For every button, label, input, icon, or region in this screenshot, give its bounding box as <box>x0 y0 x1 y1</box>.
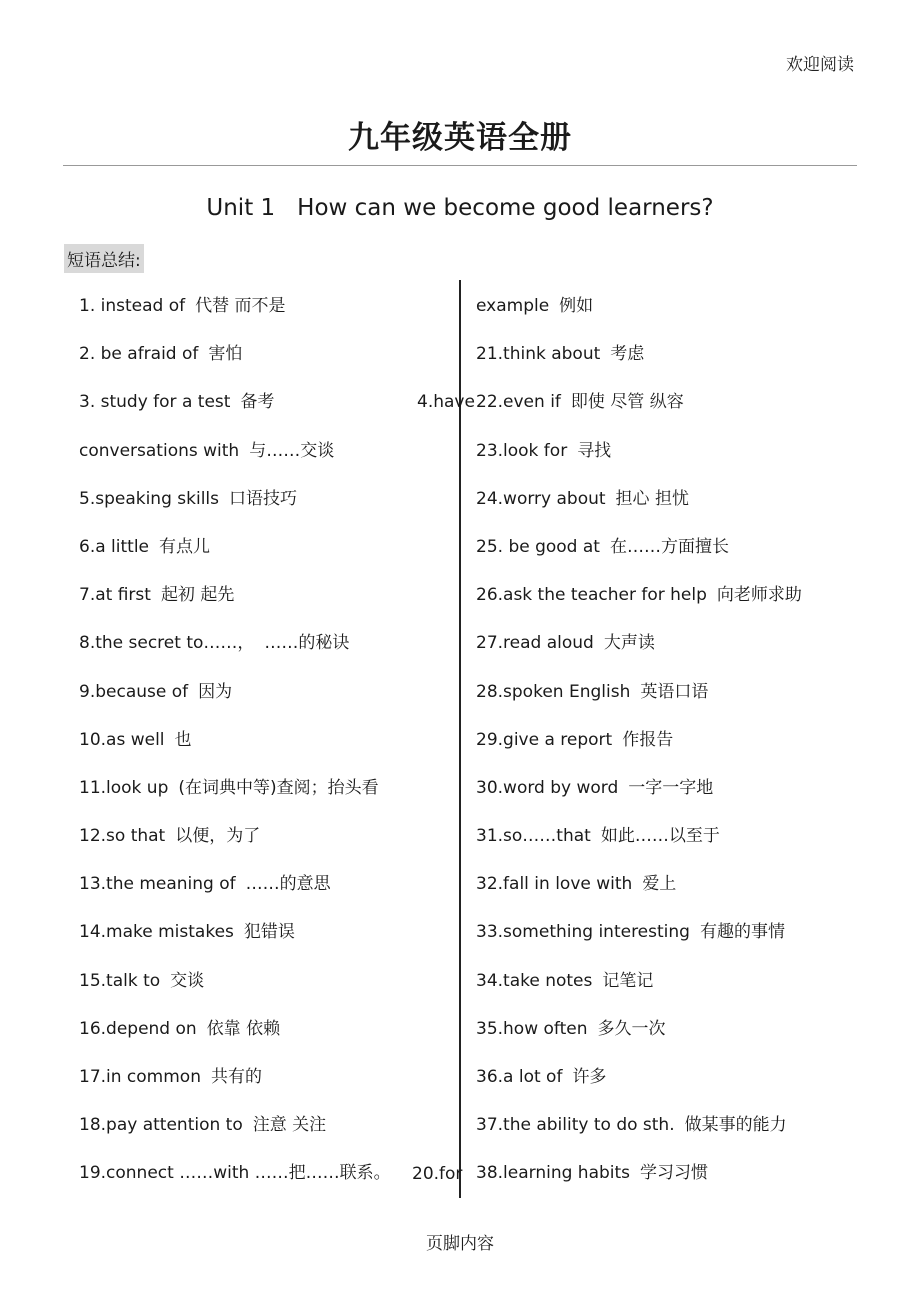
phrase-meaning: 害怕 <box>208 344 243 365</box>
phrase-item <box>476 1161 896 1209</box>
phrase-meaning: 犯错误 <box>243 922 295 943</box>
phrase-item <box>79 1113 459 1161</box>
phrase-term: 8.the secret to……， <box>79 633 255 654</box>
phrase-meaning: 记笔记 <box>602 970 654 991</box>
phrase-meaning: 例如 <box>559 296 594 316</box>
phrase-term: 13.the meaning of <box>79 874 236 895</box>
phrase-item <box>476 583 896 631</box>
unit-heading <box>0 195 920 221</box>
phrase-term: 22.even if <box>476 392 561 413</box>
phrase-item <box>476 680 896 728</box>
phrase-meaning: 即使 尽管 纵容 <box>570 392 684 413</box>
phrase-item <box>79 680 459 728</box>
phrase-term: 6.a little <box>79 536 150 557</box>
unit-number: Unit 1 <box>206 195 276 221</box>
phrase-term: 7.at first <box>79 585 151 606</box>
phrase-meaning: 做某事的能力 <box>684 1115 787 1136</box>
phrase-meaning: 与……交谈 <box>249 440 335 461</box>
phrase-meaning: 交谈 <box>170 970 205 991</box>
phrase-meaning: 考虑 <box>610 344 645 365</box>
phrase-term: 31.so……that <box>476 826 591 847</box>
phrase-item <box>79 390 459 438</box>
phrase-term: 10.as well <box>79 729 165 750</box>
phrase-item <box>79 824 459 872</box>
right-phrase-list <box>476 294 896 1210</box>
phrase-item <box>79 294 459 342</box>
phrase-term: 5.speaking skills <box>79 488 220 509</box>
phrase-term: 18.pay attention to <box>79 1115 243 1136</box>
phrase-item <box>79 728 459 776</box>
phrase-item <box>476 535 896 583</box>
phrase-item <box>79 1161 459 1209</box>
phrase-meaning: 因为 <box>198 681 233 702</box>
phrase-term: 1. instead of <box>79 296 186 316</box>
phrase-meaning: ……的意思 <box>245 874 331 895</box>
title-divider <box>63 165 857 166</box>
phrase-item <box>476 872 896 920</box>
page-header-text: 欢迎阅读 <box>786 55 854 75</box>
phrase-term: 2. be afraid of <box>79 344 199 365</box>
phrase-term: 11.look up <box>79 777 169 798</box>
overflow-text-item-20: 20.for <box>412 1164 463 1184</box>
phrase-term: 30.word by word <box>476 777 619 798</box>
phrase-item <box>476 776 896 824</box>
left-phrase-list <box>79 294 459 1210</box>
phrase-item <box>476 1065 896 1113</box>
phrase-meaning: 代替 而不是 <box>195 296 286 316</box>
phrase-item <box>476 487 896 535</box>
phrase-term: 16.depend on <box>79 1018 197 1039</box>
overflow-text-item-4: 4.have <box>417 392 475 412</box>
phrase-meaning: 起初 起先 <box>160 585 235 606</box>
phrase-meaning: 学习习惯 <box>640 1163 709 1184</box>
phrase-item <box>476 1017 896 1065</box>
phrase-term: 24.worry about <box>476 488 606 509</box>
phrase-item <box>476 920 896 968</box>
unit-title: How can we become good learners? <box>297 195 714 221</box>
phrase-meaning: 在……方面擅长 <box>609 536 729 557</box>
phrase-meaning: 也 <box>174 729 192 750</box>
phrase-item <box>79 969 459 1017</box>
phrase-item <box>476 824 896 872</box>
phrase-item <box>79 583 459 631</box>
phrase-item <box>79 1065 459 1113</box>
phrase-term: 37.the ability to do sth. <box>476 1115 675 1136</box>
phrase-term: 35.how often <box>476 1018 588 1039</box>
phrase-meaning: 注意 关注 <box>252 1115 327 1136</box>
phrase-term: 12.so that <box>79 826 166 847</box>
phrase-meaning: 以便，为了 <box>175 826 261 847</box>
phrase-meaning: 一字一字地 <box>628 777 714 798</box>
phrase-meaning: 向老师求助 <box>716 585 802 606</box>
phrase-item <box>79 631 459 679</box>
phrase-meaning: 爱上 <box>642 874 677 895</box>
column-divider <box>459 280 461 1198</box>
phrase-meaning: ……的秘诀 <box>264 633 350 654</box>
phrase-term: 27.read aloud <box>476 633 594 654</box>
phrase-meaning: 大声读 <box>603 633 655 654</box>
page-footer-text: 页脚内容 <box>426 1234 494 1254</box>
phrase-item <box>79 776 459 824</box>
phrase-item <box>476 390 896 438</box>
phrase-item <box>476 1113 896 1161</box>
phrase-meaning: (在词典中等)查阅；抬头看 <box>178 777 379 798</box>
phrase-term: 21.think about <box>476 344 601 365</box>
phrase-term: 34.take notes <box>476 970 593 991</box>
phrase-term: example <box>476 296 550 316</box>
phrase-item <box>476 631 896 679</box>
phrase-term: 15.talk to <box>79 970 161 991</box>
phrase-meaning: 担心 担忧 <box>615 488 689 509</box>
phrase-meaning: 依靠 依赖 <box>206 1018 281 1039</box>
phrase-term: 32.fall in love with <box>476 874 633 895</box>
phrase-meaning: 备考 <box>240 392 275 413</box>
phrase-term: 3. study for a test <box>79 392 231 413</box>
phrase-item <box>79 439 459 487</box>
phrase-item <box>79 872 459 920</box>
phrase-meaning: 如此……以至于 <box>600 826 720 847</box>
phrase-item <box>476 728 896 776</box>
phrase-item <box>79 1017 459 1065</box>
phrase-term: 14.make mistakes <box>79 922 234 943</box>
phrase-meaning: 共有的 <box>210 1067 262 1087</box>
section-label: 短语总结: <box>64 244 144 273</box>
phrase-item <box>476 294 896 342</box>
phrase-meaning: 英语口语 <box>640 681 709 702</box>
phrase-term: 28.spoken English <box>476 681 631 702</box>
phrase-meaning: 许多 <box>572 1067 607 1087</box>
phrase-term: 26.ask the teacher for help <box>476 585 707 606</box>
phrase-item <box>79 487 459 535</box>
phrase-meaning: 多久一次 <box>597 1018 666 1039</box>
phrase-term: 36.a lot of <box>476 1067 563 1087</box>
phrase-item <box>79 920 459 968</box>
phrase-term: 33.something interesting <box>476 922 690 943</box>
phrase-term: 29.give a report <box>476 729 613 750</box>
phrase-meaning: 有趣的事情 <box>699 922 785 943</box>
phrase-meaning: 口语技巧 <box>229 488 298 509</box>
phrase-item <box>476 342 896 390</box>
phrase-term: 23.look for <box>476 440 568 461</box>
phrase-meaning: 有点儿 <box>159 536 211 557</box>
phrase-item <box>79 535 459 583</box>
phrase-item <box>476 969 896 1017</box>
phrase-term: conversations with <box>79 440 240 461</box>
phrase-meaning: 寻找 <box>577 440 612 461</box>
phrase-term: 19.connect ……with ……把……联系。 <box>79 1163 391 1184</box>
phrase-item <box>476 439 896 487</box>
phrase-term: 9.because of <box>79 681 189 702</box>
phrase-term: 38.learning habits <box>476 1163 631 1184</box>
phrase-term: 17.in common <box>79 1067 201 1087</box>
document-title: 九年级英语全册 <box>348 120 572 156</box>
phrase-meaning: 作报告 <box>622 729 674 750</box>
phrase-item <box>79 342 459 390</box>
phrase-term: 25. be good at <box>476 536 600 557</box>
